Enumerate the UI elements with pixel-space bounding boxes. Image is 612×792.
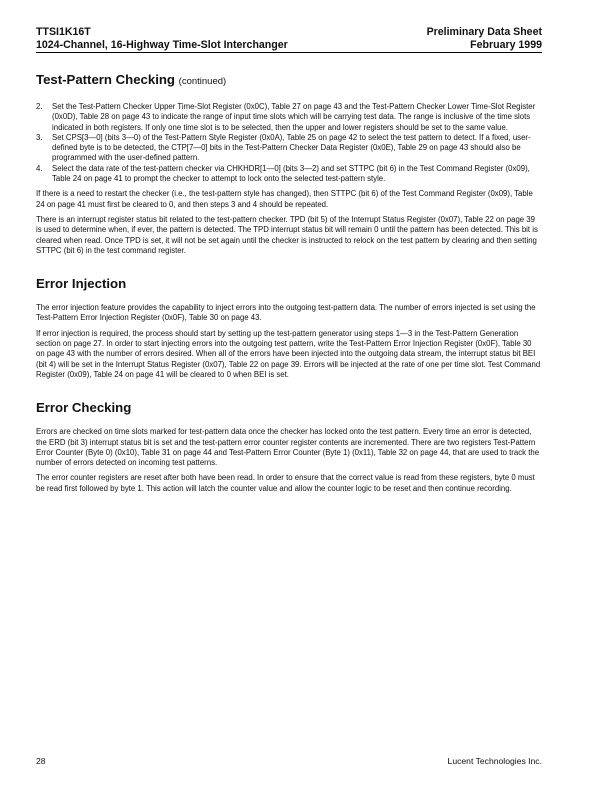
page-number: 28: [36, 756, 46, 766]
section-title: Test-Pattern Checking: [36, 72, 175, 87]
step-number: 2.: [36, 102, 43, 111]
paragraph: If there is a need to restart the checker (i.e., the test-pattern style has changed), then STTPC (bit 6) of the Test Command Register (0x09), Table 24 on page 41 must first be cleared to 0, and then steps 3 and 4 should be repeated.: [36, 189, 533, 209]
header-divider: [36, 52, 542, 53]
paragraph: Errors are checked on time slots marked for test-pattern data once the checker has locked onto the test pattern. Every time an error is detected, the ERD (bit 3) interrupt status bit is set and the test-pattern error counter register contents are incremented. There are two registers Test-Pattern Error Counter (Byte 0) (0x10), Table 31 on page 44 and Test-Pattern Error Counter (Byte 1) (0x11), Table 32 on page 44, that are used to track the number of errors detected on incoming test patterns.: [36, 427, 540, 468]
product-subtitle: 1024-Channel, 16-Highway Time-Slot Interchanger: [36, 38, 288, 51]
page-content: [36, 72, 542, 494]
section-heading-error-injection: Error Injection: [36, 276, 127, 292]
step-item: [36, 102, 542, 133]
step-text: Set CPS[3—0] (bits 3—0) of the Test-Pattern Style Register (0x0A), Table 25 on page 42 to select the test pattern to detect. If a fixed, user-defined byte is to be detected, the CTP[7—0] bits in the Test-Pattern Checker Data Register (0x0E), Table 29 on page 43 should also be programmed with the user-defined pattern.: [52, 132, 531, 163]
step-text: Select the data rate of the test-pattern checker via CHKHDR[1—0] (bits 3—2) and set STTPC (bit 6) in the Test Command Register (0x09), Table 24 on page 41 to prompt the checker to attempt to lock onto the selected test-pattern style.: [52, 163, 530, 184]
section-heading-error-checking: Error Checking: [36, 400, 132, 416]
product-name: TTSI1K16T: [36, 26, 91, 38]
continued-label: (continued): [178, 76, 227, 87]
step-list: [36, 102, 542, 184]
header-right: [427, 26, 542, 51]
header-left: [36, 26, 288, 51]
step-text: Set the Test-Pattern Checker Upper Time-Slot Register (0x0C), Table 27 on page 43 and the Test-Pattern Checker Lower Time-Slot Register (0x0D), Table 28 on page 43 to indicate the range of input time slots which will be carrying test data. The range is inclusive of the time slots indicated in both registers. If only one time slot is to be selected, then the upper and lower registers should be set to the same value.: [52, 102, 536, 132]
step-item: [36, 133, 542, 164]
document-type: Preliminary Data Sheet: [426, 26, 542, 38]
paragraph: The error counter registers are reset after both have been read. In order to ensure that the correct value is read from these registers, byte 0 must be read first followed by byte 1. This action will latch the counter value and allow the counter logic to be reset and then continue recording.: [36, 473, 535, 493]
company-name: Lucent Technologies Inc.: [447, 756, 542, 766]
step-number: 4.: [36, 163, 43, 173]
step-item: [36, 164, 542, 185]
step-number: 3.: [36, 132, 43, 142]
section-heading-test-pattern-checking: [36, 72, 542, 90]
paragraph: The error injection feature provides the capability to inject errors into the outgoing test-pattern data. The number of errors injected is set using the Test-Pattern Error Injection Register (0x0F), Table 30 on page 43.: [36, 303, 536, 323]
document-date: February 1999: [470, 38, 542, 51]
paragraph: There is an interrupt register status bit related to the test-pattern checker. TPD (bit 5) of the Interrupt Status Register (0x07), Table 22 on page 39 is used to determine when, if ever, the pattern is detected. The TPD interrupt status bit will remain 0 until the pattern has been detected. This bit is cleared when read. Once TPD is set, it will not be set again until the checker is instructed to relock on the test pattern by clearing and then setting STTPC (bit 6) in the test command register.: [36, 214, 538, 255]
paragraph: If error injection is required, the process should start by setting up the test-pattern generator using steps 1—3 in the Test-Pattern Generation section on page 27. In order to start injecting errors into the outgoing test pattern, write the Test-Pattern Error Injection Register (0x0F), Table 30 on page 43 with the number of errors desired. When all of the errors have been injected into the outgoing data stream, the interrupt status bit BEI (bit 4) will be set in the Interrupt Status Register (0x07), Table 22 on page 39. Errors will be injected at the rate of one per time slot. Test Command Register (0x09), Table 24 on page 41 will be cleared to 0 when BEI is set.: [36, 328, 541, 379]
